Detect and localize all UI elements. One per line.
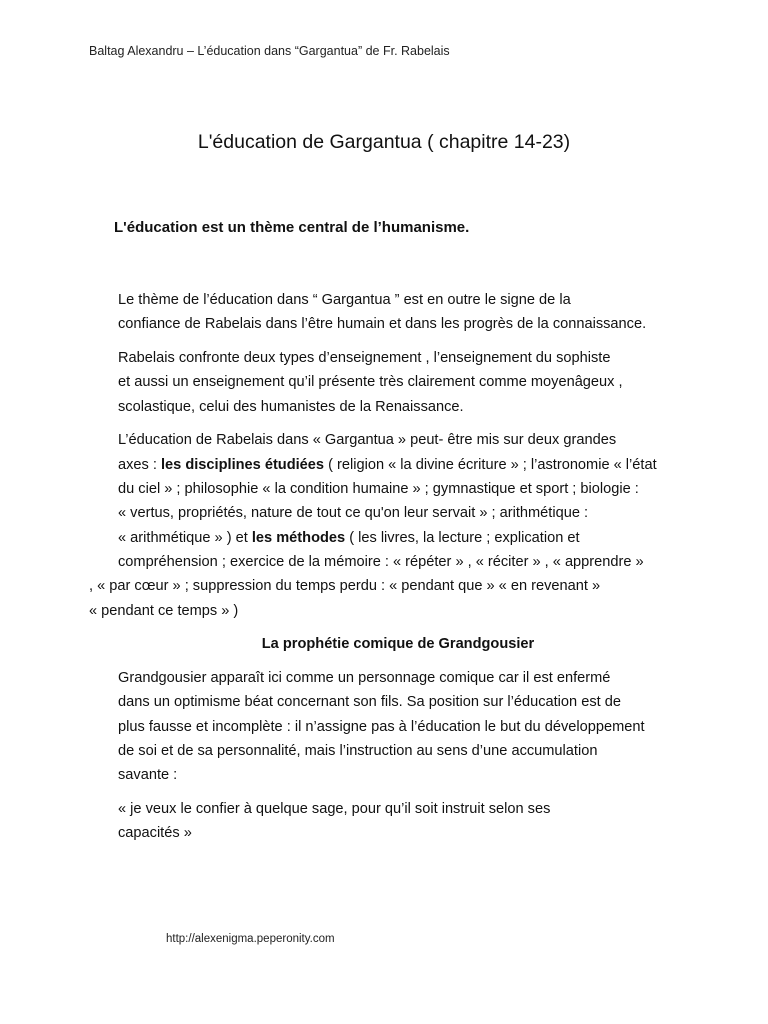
paragraph-theme [89, 288, 689, 337]
body-text [89, 288, 689, 855]
quotation [89, 797, 689, 846]
bold-term-methodes: les méthodes [251, 529, 346, 546]
paragraph-grandgousier [89, 666, 689, 787]
text-line: Grandgousier apparaît ici comme un personnage comique car il est enfermé [118, 670, 611, 687]
text-line: capacités » [118, 825, 192, 842]
subtitle: L'éducation est un thème central de l’humanisme. [114, 219, 470, 236]
text-line: Rabelais confronte deux types d’enseignement , l’enseignement du sophiste [118, 350, 611, 367]
text-line: compréhension ; exercice de la mémoire : « répéter » , « réciter » , « apprendre » [118, 553, 644, 570]
paragraph-confrontation [89, 346, 689, 419]
text-line: savante : [118, 767, 178, 784]
text-line: , « par cœur » ; suppression du temps perdu : « pendant que » « en revenant » [89, 578, 601, 595]
bold-term-disciplines: les disciplines étudiées [161, 456, 325, 473]
text-line: « je veux le confier à quelque sage, pour qu’il soit instruit selon ses [118, 801, 551, 818]
text-line: plus fausse et incomplète : il n’assigne pas à l’éducation le but du développement [118, 718, 645, 735]
text-line [89, 526, 689, 550]
text-line: confiance de Rabelais dans l’être humain et dans les progrès de la connaissance. [118, 316, 647, 333]
paragraph-axes [89, 428, 689, 622]
text-line: Le thème de l’éducation dans “ Gargantua ” est en outre le signe de la [118, 292, 571, 308]
text-run: ( les livres, la lecture ; explication et [345, 529, 580, 546]
text-run: « arithmétique » ) et [118, 529, 252, 546]
running-header: Baltag Alexandru – L’éducation dans “Gargantua” de Fr. Rabelais [89, 44, 450, 58]
text-line: dans un optimisme béat concernant son fils. Sa position sur l’éducation est de [118, 694, 621, 711]
text-run: ( religion « la divine écriture » ; l’astronomie « l’état [324, 456, 657, 473]
text-line: et aussi un enseignement qu’il présente très clairement comme moyenâgeux , [118, 374, 623, 391]
text-line: « vertus, propriétés, nature de tout ce qu'on leur servait » ; arithmétique : [118, 505, 589, 522]
text-line: L’éducation de Rabelais dans « Gargantua » peut- être mis sur deux grandes [118, 432, 617, 449]
text-line: scolastique, celui des humanistes de la Renaissance. [118, 398, 464, 415]
text-line: « pendant ce temps » ) [89, 602, 239, 619]
text-line: de soi et de sa personnalité, mais l’instruction au sens d’une accumulation [118, 743, 598, 760]
text-line: du ciel » ; philosophie « la condition humaine » ; gymnastique et sport ; biologie : [118, 481, 639, 498]
page-title: L'éducation de Gargantua ( chapitre 14-23) [197, 131, 571, 153]
section-heading: La prophétie comique de Grandgousier [261, 636, 535, 653]
text-line [89, 453, 689, 477]
text-run: axes : [118, 456, 161, 473]
footer-url: http://alexenigma.peperonity.com [166, 933, 335, 945]
